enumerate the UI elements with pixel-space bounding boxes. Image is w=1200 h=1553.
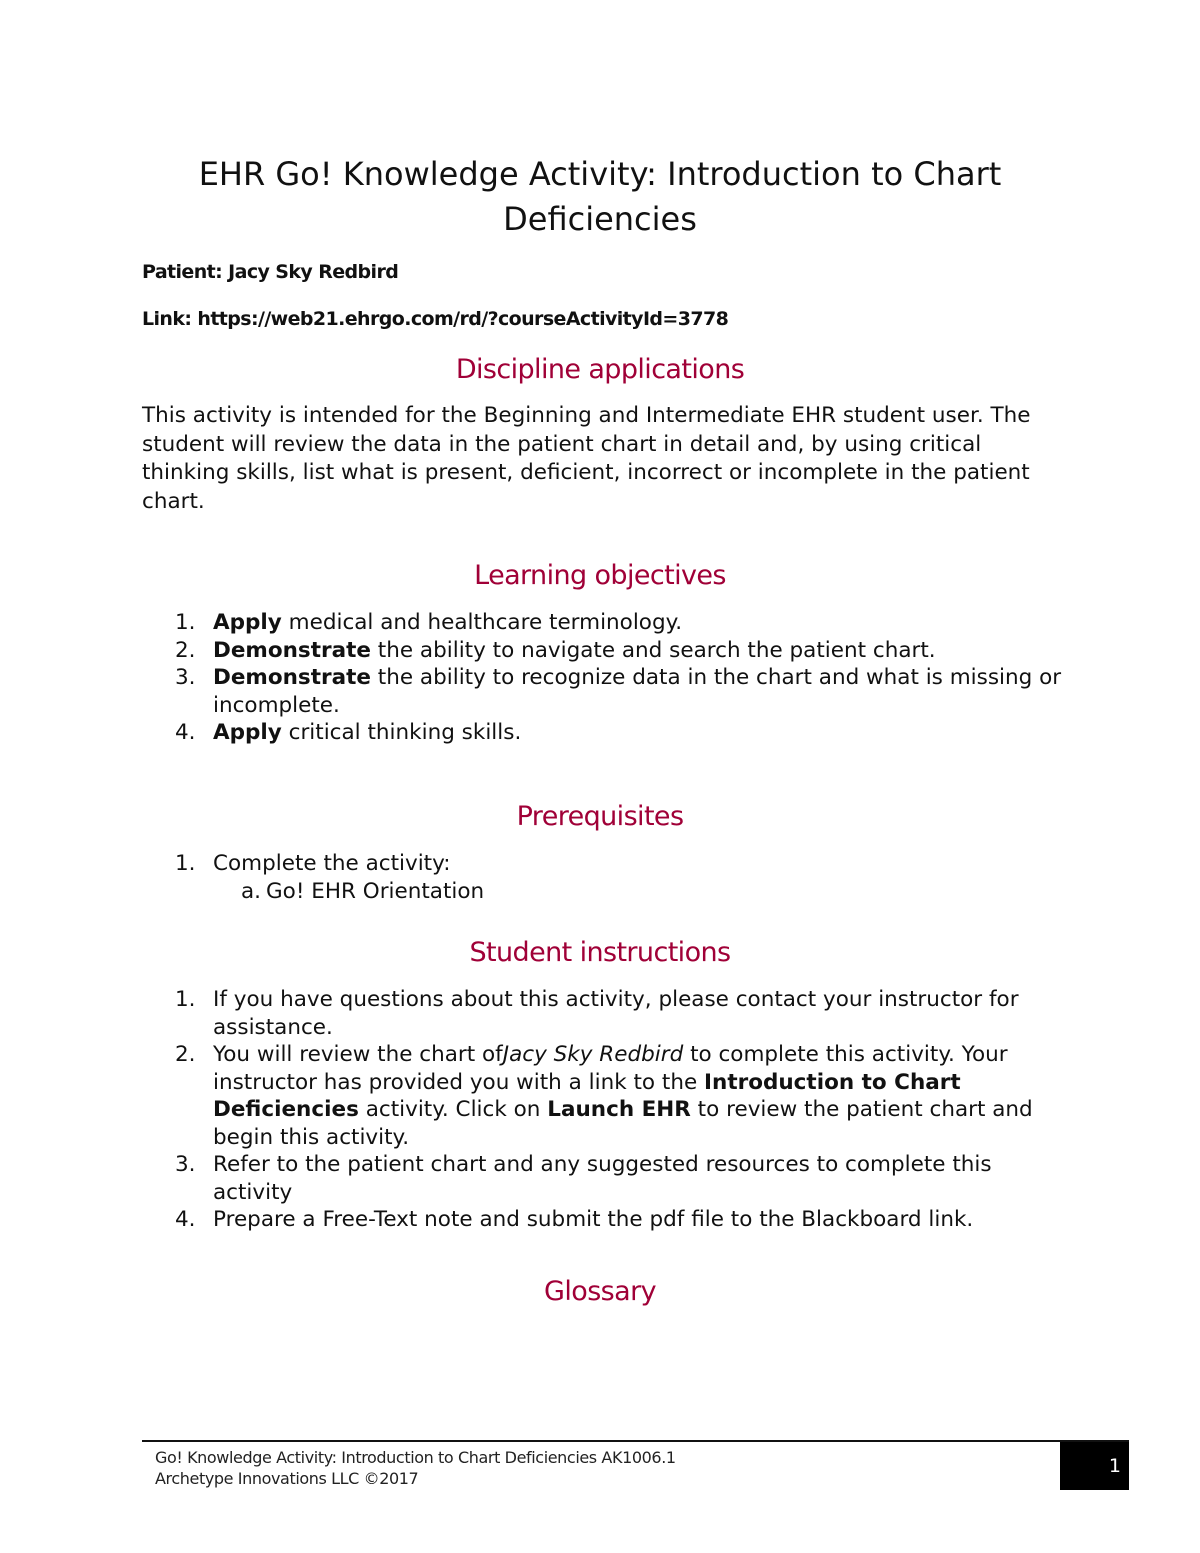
heading-discipline-applications: Discipline applications [455, 354, 745, 385]
objective-verb: Demonstrate [213, 665, 371, 690]
list-item-text: You will review the chart of [213, 1042, 503, 1067]
list-number: 4. [175, 720, 196, 745]
document-title-line-1: EHR Go! Knowledge Activity: Introduction to Chart [198, 155, 1002, 193]
patient-line: Patient: Jacy Sky Redbird [142, 261, 399, 283]
objective-verb: Apply [213, 720, 282, 745]
list-item [175, 850, 1075, 905]
list-item [175, 1206, 1075, 1234]
objective-text: critical thinking skills. [281, 720, 522, 745]
objective-item [175, 719, 1075, 747]
list-number: 1. [175, 987, 196, 1012]
list-item-text: Complete the activity: [213, 851, 451, 876]
footer-copyright: Archetype Innovations LLC ©2017 [155, 1469, 419, 1488]
heading-learning-objectives: Learning objectives [474, 560, 726, 591]
list-item-text: Prepare a Free-Text note and submit the pdf file to the Blackboard link. [213, 1207, 974, 1232]
list-item [175, 1041, 1075, 1151]
objective-item [175, 664, 1075, 719]
sublist-letter: a. [241, 878, 262, 904]
objective-text: the ability to navigate and search the patient chart. [370, 637, 936, 663]
document-title-line-2: Deficiencies [503, 200, 697, 238]
discipline-paragraph: This activity is intended for the Beginning and Intermediate EHR student user. The student will review the data in the patient chart in detail and, by using critical thinking skills, list what is present, deficient, incorrect or incomplete in the patient chart. [142, 403, 1031, 514]
page-number: 1 [1108, 1455, 1121, 1477]
objective-item [175, 637, 1075, 665]
sublist-item [241, 878, 1075, 906]
list-number: 3. [175, 1152, 196, 1177]
list-item-text: to complete this activity. Your instructor has provided you with a link to the [213, 1042, 1008, 1095]
objective-verb: Apply [213, 610, 282, 635]
learning-objectives-list [175, 609, 1075, 747]
objective-text: medical and healthcare terminology. [281, 610, 683, 635]
activity-name: Introduction to Chart Deficiencies [213, 1069, 961, 1122]
list-item-text: to review the patient chart and begin this activity. [213, 1097, 1033, 1150]
objective-item [175, 609, 1075, 637]
list-number: 2. [175, 637, 196, 663]
sublist-item-text: Go! EHR Orientation [266, 878, 485, 904]
list-item-text: activity. Click on [358, 1097, 548, 1122]
heading-prerequisites: Prerequisites [516, 801, 684, 832]
list-item-text: If you have questions about this activity, please contact your instructor for assistance. [213, 987, 1019, 1040]
list-number: 1. [175, 851, 196, 876]
launch-ehr-label: Launch EHR [547, 1097, 691, 1122]
student-instructions-list [175, 986, 1075, 1234]
list-item [175, 1151, 1075, 1206]
activity-link[interactable]: Link: https://web21.ehrgo.com/rd/?courseActivityId=3778 [142, 308, 729, 330]
list-number: 2. [175, 1042, 196, 1067]
prerequisites-list [175, 850, 1075, 905]
patient-name: Jacy Sky Redbird [502, 1042, 684, 1067]
prerequisite-sublist [213, 878, 1075, 906]
list-item [175, 986, 1075, 1041]
footer-title: Go! Knowledge Activity: Introduction to Chart Deficiencies AK1006.1 [155, 1448, 676, 1467]
list-number: 1. [175, 610, 196, 635]
list-item-text: Refer to the patient chart and any suggested resources to complete this activity [213, 1152, 992, 1205]
heading-student-instructions: Student instructions [469, 937, 731, 968]
page-number-box [1060, 1442, 1129, 1490]
objective-text: the ability to recognize data in the chart and what is missing or incomplete. [213, 665, 1062, 718]
heading-glossary: Glossary [544, 1276, 656, 1307]
footer-divider [142, 1440, 1129, 1442]
list-number: 4. [175, 1207, 196, 1232]
objective-verb: Demonstrate [213, 637, 371, 663]
list-number: 3. [175, 665, 196, 690]
